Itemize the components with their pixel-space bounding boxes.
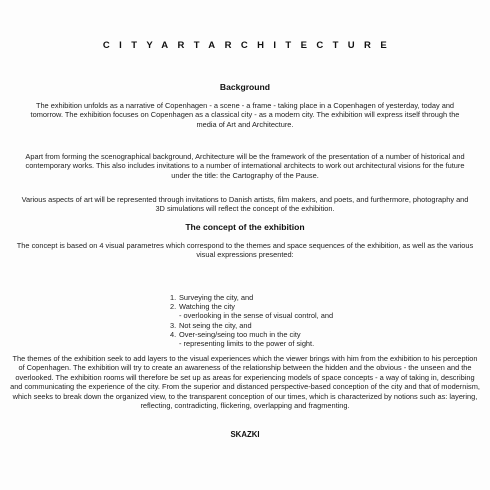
background-paragraph-2: Apart from forming the scenographical background, Architecture will be the framework of the presentation of a number of historical and contemporary works. This also includes invitations to a number of international architects to work out architectural visions for the future under the title: the Cartography of the Pause. bbox=[25, 152, 465, 180]
visual-parameters-list bbox=[170, 293, 470, 348]
list-item-subtext: - overlooking in the sense of visual control, and bbox=[179, 311, 334, 321]
list-item-number: 3. bbox=[170, 320, 177, 330]
list-item bbox=[170, 321, 470, 330]
background-paragraph-1: The exhibition unfolds as a narrative of Copenhagen - a scene - a frame - taking place in a Copenhagen of yesterday, today and tomorrow. The exhibition focuses on Copenhagen as a classical city - as a modern city. The exhibition will express itself through the media of Art and Architecture. bbox=[30, 101, 460, 129]
signature: SKAZKI bbox=[230, 430, 260, 439]
background-paragraph-3: Various aspects of art will be represented through invitations to Danish artists, film makers, and poets, and furthermore, photography and 3D simulations will reflect the concept of the exhibition. bbox=[21, 195, 469, 214]
list-item-text: Over-seing/seing too much in the city bbox=[179, 329, 301, 339]
list-item bbox=[170, 330, 470, 348]
list-item-number: 1. bbox=[170, 293, 177, 302]
list-item bbox=[170, 293, 470, 302]
list-item bbox=[170, 302, 470, 320]
document-title: CITYARTARCHITECTURE bbox=[102, 40, 397, 51]
concept-intro-paragraph: The concept is based on 4 visual parametres which correspond to the themes and space sequences of the exhibition, as well as the various visual expressions presented: bbox=[16, 241, 474, 260]
list-item-subtext: - representing limits to the power of sight. bbox=[179, 339, 315, 349]
concept-heading: The concept of the exhibition bbox=[185, 222, 305, 232]
list-item-text: Watching the city bbox=[179, 302, 235, 312]
list-item-number: 2. bbox=[170, 302, 177, 312]
list-item-text: Surveying the city, and bbox=[179, 293, 254, 302]
concept-closing-paragraph: The themes of the exhibition seek to add layers to the visual experiences which the viewer brings with him from the exhibition to his perception of Copenhagen. The exhibition will try to create an awareness of the relationship between the hidden and the obvious - the unseen and the overlooked. The exhibition rooms will therefore be set up as areas for experiencing models of space concepts - a way of taking in, describing and communicating the experience of the city. From the superior and distanced perspective-based conception of the city and that of modernism, which seeks to break down the organized view, to the transparent conception of our times, which is characterized by notions such as: layering, reflecting, contradicting, flickering, overlapping and fragmenting. bbox=[10, 354, 480, 411]
list-item-number: 4. bbox=[170, 329, 177, 339]
background-heading: Background bbox=[219, 82, 271, 92]
list-item-text: Not seing the city, and bbox=[179, 320, 252, 330]
